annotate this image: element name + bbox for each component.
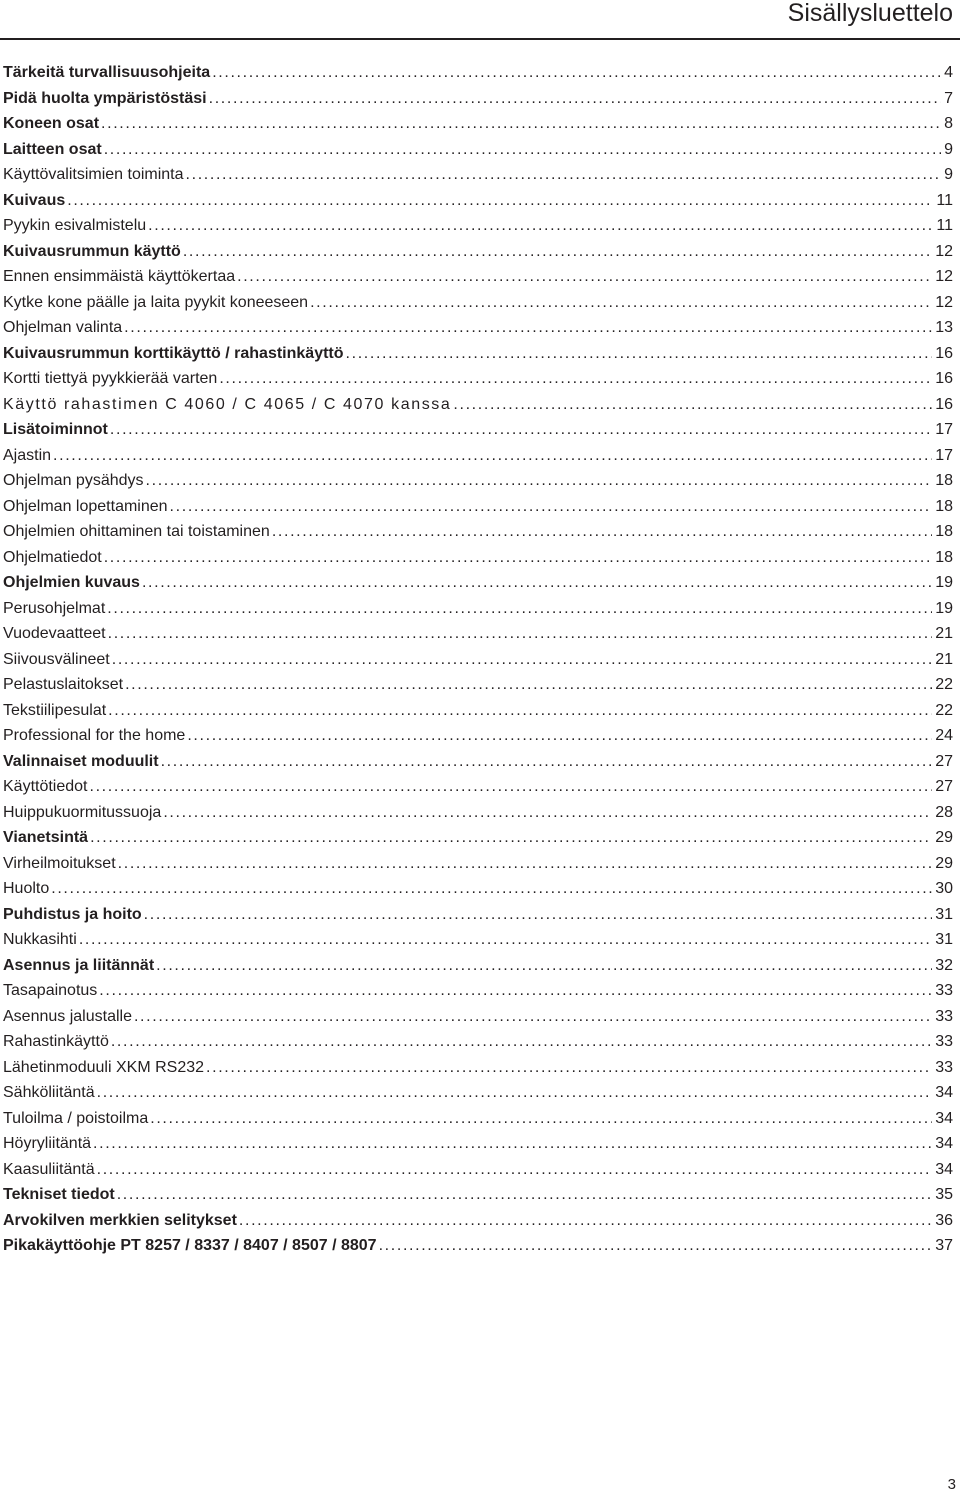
dot-leader: [212, 60, 941, 85]
toc-entry-label: Lisätoiminnot: [3, 421, 108, 438]
toc-entry-label: Käyttövalitsimien toiminta: [3, 166, 184, 183]
toc-entry-page: 35: [935, 1186, 953, 1203]
toc-entry-label: Kaasuliitäntä: [3, 1160, 95, 1178]
toc-entry-page: 32: [935, 956, 953, 974]
toc-entry-label: Asennus ja liitännät: [3, 956, 155, 974]
dot-leader: [134, 1004, 932, 1029]
toc-entry-label: Arvokilven merkkien selitykset: [3, 1211, 237, 1229]
toc-entry-label: Pidä huolta ympäristöstäsi: [3, 89, 207, 107]
toc-entry-page: 29: [935, 854, 953, 872]
toc-entry[interactable]: [3, 723, 953, 749]
toc-entry-page: 18: [935, 497, 953, 515]
dot-leader: [346, 341, 933, 366]
toc-entry-label: Pyykin esivalmistelu: [3, 217, 147, 234]
toc-entry[interactable]: [3, 111, 953, 137]
toc-entry-page: 12: [935, 268, 953, 285]
toc-entry-label: Ohjelman valinta: [3, 319, 123, 336]
table-of-contents: [3, 60, 953, 1259]
toc-entry[interactable]: [3, 213, 953, 239]
page-number: 3: [947, 1476, 956, 1493]
toc-entry-page: 33: [935, 982, 953, 999]
toc-entry-page: 4: [944, 64, 953, 81]
dot-leader: [219, 366, 932, 391]
dot-leader: [53, 443, 932, 468]
dot-leader: [209, 86, 941, 111]
toc-entry[interactable]: [3, 1106, 953, 1132]
toc-entry[interactable]: [3, 1080, 953, 1106]
dot-leader: [206, 1055, 932, 1080]
toc-entry-label: Ohjelman pysähdys: [3, 472, 144, 489]
toc-entry-label: Ajastin: [3, 446, 52, 464]
toc-entry-page: 22: [935, 676, 953, 693]
toc-entry-page: 37: [935, 1237, 953, 1254]
toc-entry-page: 19: [935, 574, 953, 591]
toc-entry-label: Perusohjelmat: [3, 599, 106, 617]
toc-entry[interactable]: [3, 1208, 953, 1234]
dot-leader: [170, 494, 933, 519]
toc-entry-page: 8: [944, 115, 953, 132]
toc-entry-label: Pelastuslaitokset: [3, 676, 124, 693]
toc-entry-page: 31: [935, 905, 953, 923]
dot-leader: [51, 876, 932, 901]
toc-entry-page: 17: [935, 446, 953, 464]
toc-entry-label: Huolto: [3, 880, 50, 897]
toc-entry[interactable]: [3, 1131, 953, 1157]
toc-entry-label: Asennus jalustalle: [3, 1007, 132, 1025]
toc-entry-page: 9: [944, 166, 953, 183]
toc-entry[interactable]: [3, 545, 953, 571]
toc-entry-page: 16: [935, 395, 953, 413]
toc-entry[interactable]: [3, 341, 953, 367]
dot-leader: [108, 621, 933, 646]
toc-entry-label: Käyttötiedot: [3, 778, 88, 795]
dot-leader: [186, 162, 942, 187]
toc-entry[interactable]: [3, 621, 953, 647]
dot-leader: [125, 672, 932, 697]
toc-entry-label: Käyttö rahastimen C 4060 / C 4065 / C 4070 kanssa: [3, 395, 452, 413]
toc-entry[interactable]: [3, 596, 953, 622]
toc-entry[interactable]: [3, 290, 953, 316]
toc-entry-label: Vianetsintä: [3, 829, 89, 846]
toc-entry[interactable]: [3, 1029, 953, 1055]
toc-entry-page: 12: [935, 242, 953, 260]
toc-entry[interactable]: [3, 902, 953, 928]
toc-entry-page: 27: [935, 752, 953, 770]
toc-entry[interactable]: [3, 570, 953, 596]
toc-entry-page: 9: [944, 140, 953, 158]
toc-entry-page: 33: [935, 1058, 953, 1076]
toc-entry-page: 11: [936, 217, 953, 234]
toc-entry[interactable]: [3, 647, 953, 673]
toc-entry-page: 34: [935, 1109, 953, 1127]
toc-entry-page: 17: [935, 421, 953, 438]
toc-entry-label: Puhdistus ja hoito: [3, 905, 142, 923]
toc-entry[interactable]: [3, 417, 953, 443]
toc-entry-page: 31: [935, 931, 953, 948]
dot-leader: [117, 1182, 932, 1207]
dot-leader: [93, 1131, 932, 1156]
toc-entry[interactable]: [3, 468, 953, 494]
toc-entry[interactable]: [3, 698, 953, 724]
toc-entry-label: Kytke kone päälle ja laita pyykit koneeseen: [3, 293, 309, 311]
toc-entry-label: Valinnaiset moduulit: [3, 752, 159, 770]
toc-entry-label: Virheilmoitukset: [3, 854, 116, 872]
title-divider: [0, 38, 960, 40]
toc-entry-page: 16: [935, 344, 953, 362]
toc-entry-label: Tasapainotus: [3, 982, 98, 999]
dot-leader: [97, 1157, 933, 1182]
toc-entry-page: 27: [935, 778, 953, 795]
toc-entry-label: Sähköliitäntä: [3, 1084, 95, 1101]
dot-leader: [124, 315, 932, 340]
toc-entry[interactable]: [3, 825, 953, 851]
toc-entry-label: Kortti tiettyä pyykkierää varten: [3, 370, 218, 387]
toc-entry-label: Kuivaus: [3, 191, 66, 209]
toc-entry-label: Vuodevaatteet: [3, 625, 106, 642]
toc-entry-label: Kuivausrummun käyttö: [3, 242, 181, 260]
toc-entry-page: 29: [935, 829, 953, 846]
toc-entry-label: Ohjelmien kuvaus: [3, 574, 140, 591]
toc-entry-label: Höyryliitäntä: [3, 1135, 92, 1152]
dot-leader: [90, 774, 933, 799]
toc-entry-page: 34: [935, 1160, 953, 1178]
toc-entry-page: 13: [935, 319, 953, 336]
dot-leader: [99, 978, 932, 1003]
toc-entry[interactable]: [3, 162, 953, 188]
toc-entry-label: Tärkeitä turvallisuusohjeita: [3, 64, 211, 81]
toc-entry[interactable]: [3, 876, 953, 902]
toc-entry-label: Kuivausrummun korttikäyttö / rahastinkäyttö: [3, 344, 344, 362]
toc-entry-page: 18: [935, 523, 953, 540]
toc-entry-label: Siivousvälineet: [3, 650, 110, 668]
toc-entry[interactable]: [3, 1055, 953, 1081]
toc-entry-label: Laitteen osat: [3, 140, 102, 158]
dot-leader: [272, 519, 932, 544]
toc-entry-page: 21: [935, 625, 953, 642]
dot-leader: [453, 392, 932, 417]
toc-entry-label: Professional for the home: [3, 727, 186, 744]
toc-entry-page: 33: [935, 1007, 953, 1025]
toc-entry-page: 36: [935, 1211, 953, 1229]
dot-leader: [239, 1208, 932, 1233]
dot-leader: [108, 698, 932, 723]
toc-entry-page: 34: [935, 1135, 953, 1152]
toc-entry-page: 30: [935, 880, 953, 897]
dot-leader: [310, 290, 932, 315]
toc-entry-label: Tekniset tiedot: [3, 1186, 115, 1203]
toc-entry[interactable]: [3, 443, 953, 469]
dot-leader: [148, 213, 933, 238]
toc-entry[interactable]: [3, 264, 953, 290]
toc-entry[interactable]: [3, 749, 953, 775]
toc-entry[interactable]: [3, 851, 953, 877]
dot-leader: [187, 723, 932, 748]
dot-leader: [379, 1233, 933, 1258]
toc-entry-page: 18: [935, 548, 953, 566]
dot-leader: [150, 1106, 932, 1131]
toc-entry-page: 16: [935, 370, 953, 387]
toc-entry[interactable]: [3, 60, 953, 86]
dot-leader: [97, 1080, 933, 1105]
toc-entry[interactable]: [3, 953, 953, 979]
dot-leader: [237, 264, 932, 289]
toc-entry-page: 12: [935, 293, 953, 311]
toc-entry[interactable]: [3, 239, 953, 265]
toc-entry[interactable]: [3, 927, 953, 953]
toc-entry[interactable]: [3, 494, 953, 520]
toc-entry-page: 18: [935, 472, 953, 489]
toc-entry-page: 21: [935, 650, 953, 668]
toc-entry-label: Tekstiilipesulat: [3, 701, 107, 719]
toc-entry-label: Koneen osat: [3, 115, 100, 132]
dot-leader: [163, 800, 932, 825]
dot-leader: [112, 647, 932, 672]
toc-entry[interactable]: [3, 315, 953, 341]
dot-leader: [183, 239, 932, 264]
toc-entry-page: 7: [944, 89, 953, 107]
toc-entry-page: 19: [935, 599, 953, 617]
dot-leader: [107, 596, 932, 621]
dot-leader: [79, 927, 932, 952]
toc-entry-label: Tuloilma / poistoilma: [3, 1109, 149, 1127]
dot-leader: [161, 749, 933, 774]
toc-entry[interactable]: [3, 392, 953, 418]
toc-entry-page: 34: [935, 1084, 953, 1101]
toc-entry-label: Nukkasihti: [3, 931, 77, 948]
dot-leader: [67, 188, 933, 213]
toc-entry[interactable]: [3, 366, 953, 392]
toc-entry-label: Lähetinmoduuli XKM RS232: [3, 1058, 205, 1076]
dot-leader: [146, 468, 933, 493]
toc-entry[interactable]: [3, 137, 953, 163]
dot-leader: [90, 825, 932, 850]
dot-leader: [142, 570, 932, 595]
dot-leader: [104, 137, 941, 162]
dot-leader: [101, 111, 941, 136]
toc-entry-label: Pikakäyttöohje PT 8257 / 8337 / 8407 / 8507 / 8807: [3, 1237, 377, 1254]
toc-entry[interactable]: [3, 774, 953, 800]
dot-leader: [104, 545, 932, 570]
page-title: Sisällysluettelo: [787, 0, 953, 27]
toc-entry-label: Ohjelmien ohittaminen tai toistaminen: [3, 523, 270, 540]
toc-entry[interactable]: [3, 1157, 953, 1183]
toc-entry[interactable]: [3, 672, 953, 698]
toc-entry[interactable]: [3, 188, 953, 214]
toc-entry[interactable]: [3, 1233, 953, 1259]
toc-entry-label: Rahastinkäyttö: [3, 1033, 109, 1050]
toc-entry[interactable]: [3, 800, 953, 826]
toc-entry[interactable]: [3, 519, 953, 545]
dot-leader: [118, 851, 933, 876]
toc-entry-page: 33: [935, 1033, 953, 1050]
toc-entry[interactable]: [3, 978, 953, 1004]
toc-entry[interactable]: [3, 1182, 953, 1208]
toc-entry-label: Ohjelman lopettaminen: [3, 497, 168, 515]
toc-entry-page: 11: [936, 191, 953, 209]
toc-entry-label: Ohjelmatiedot: [3, 548, 102, 566]
dot-leader: [156, 953, 932, 978]
toc-entry[interactable]: [3, 1004, 953, 1030]
toc-entry-label: Ennen ensimmäistä käyttökertaa: [3, 268, 236, 285]
toc-entry-label: Huippukuormitussuoja: [3, 803, 162, 821]
toc-entry[interactable]: [3, 86, 953, 112]
toc-entry-page: 22: [935, 701, 953, 719]
dot-leader: [111, 1029, 932, 1054]
toc-entry-page: 28: [935, 803, 953, 821]
toc-entry-page: 24: [935, 727, 953, 744]
dot-leader: [110, 417, 932, 442]
dot-leader: [144, 902, 933, 927]
